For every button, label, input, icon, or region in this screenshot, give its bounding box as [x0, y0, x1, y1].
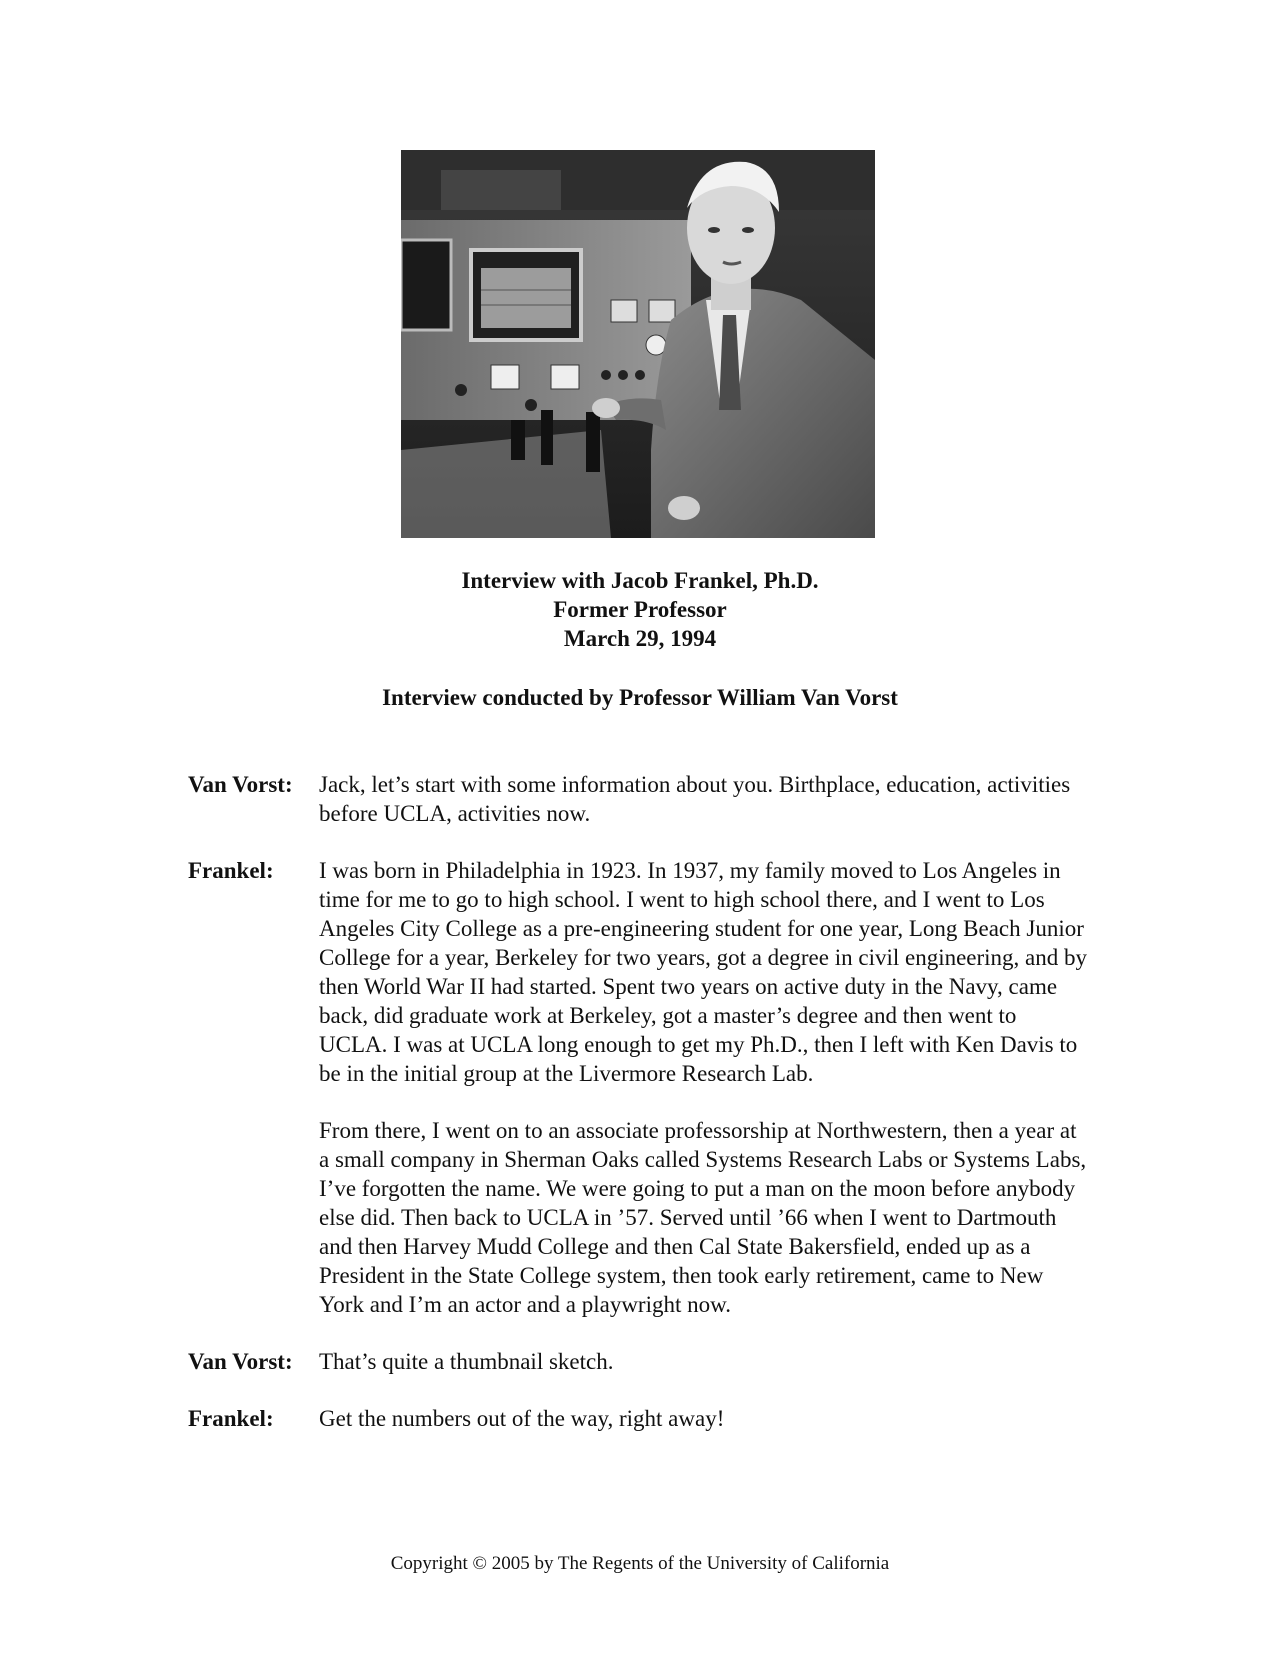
- speech-paragraph: Jack, let’s start with some information about you. Birthplace, education, activities before UCLA, activities now.: [319, 772, 1071, 826]
- transcript-entry: [188, 1404, 1088, 1433]
- portrait-photo-graphic: [401, 150, 875, 538]
- transcript-entry: [188, 770, 1088, 828]
- interviewer-line: Interview conducted by Professor William Van Vorst: [382, 685, 898, 710]
- interview-title: Interview with Jacob Frankel, Ph.D.: [461, 568, 819, 593]
- speech-text: [319, 770, 1088, 828]
- speech-text: [319, 856, 1088, 1319]
- speech-paragraph: Get the numbers out of the way, right away!: [319, 1406, 725, 1431]
- speaker-label: Frankel:: [188, 858, 274, 883]
- speaker-label: Frankel:: [188, 1406, 274, 1431]
- speaker-label: Van Vorst:: [188, 772, 293, 797]
- transcript-entry: [188, 856, 1088, 1319]
- portrait-photo: [401, 150, 875, 538]
- transcript: [188, 770, 1088, 1461]
- speech-paragraph: That’s quite a thumbnail sketch.: [319, 1349, 614, 1374]
- speaker-label: Van Vorst:: [188, 1349, 293, 1374]
- speech-paragraph: From there, I went on to an associate professorship at Northwestern, then a year at a small company in Sherman Oaks called Systems Research Labs or Systems Labs, I’ve forgotten the name. We were going to put a man on the moon before anybody else did. Then back to UCLA in ’57. Served until ’66 when I went to Dartmouth and then Harvey Mudd College and then Cal State Bakersfield, ended up as a President in the State College system, then took early retirement, came to New York and I’m an actor and a playwright now.: [319, 1118, 1087, 1317]
- interview-heading: [0, 566, 1280, 653]
- speech-paragraph: I was born in Philadelphia in 1923. In 1937, my family moved to Los Angeles in time for me to go to high school. I went to high school there, and I went to Los Angeles City College as a pre-engineering student for one year, Long Beach Junior College for a year, Berkeley for two years, got a degree in civil engineering, and by then World War II had started. Spent two years on active duty in the Navy, came back, did graduate work at Berkeley, got a master’s degree and then went to UCLA. I was at UCLA long enough to get my Ph.D., then I left with Ken Davis to be in the initial group at the Livermore Research Lab.: [319, 858, 1088, 1086]
- interview-date: March 29, 1994: [563, 626, 717, 651]
- copyright-footer: Copyright © 2005 by The Regents of the University of California: [390, 1553, 890, 1574]
- speech-text: [319, 1404, 1088, 1433]
- interviewee-role: Former Professor: [553, 597, 727, 622]
- transcript-entry: [188, 1347, 1088, 1376]
- speech-text: [319, 1347, 1088, 1376]
